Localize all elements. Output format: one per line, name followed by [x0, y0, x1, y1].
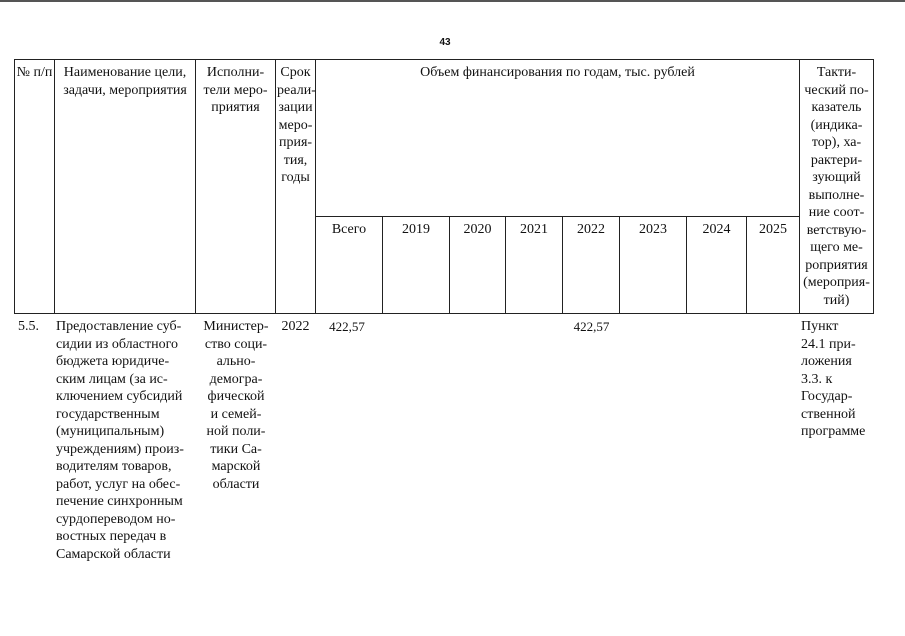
- header-year-2024: 2024: [687, 217, 747, 314]
- name-line: бюджета юридиче-: [56, 354, 170, 369]
- executor-line: марской: [211, 459, 261, 474]
- name-line: печение синхронным: [56, 494, 183, 509]
- row-value-2022: 422,57: [573, 319, 610, 334]
- name-line: работ, услуг на обес-: [56, 476, 181, 492]
- header-year-2020: 2020: [450, 217, 506, 314]
- indicator-line: 3.3. к: [801, 371, 833, 387]
- executor-line: тики Са-: [210, 441, 262, 457]
- name-line: сидии из областного: [56, 336, 179, 352]
- name-line: востных передач в: [56, 529, 167, 544]
- name-line: ключением субсидий: [56, 389, 183, 404]
- name-line: сурдопереводом но-: [56, 511, 176, 527]
- header-year-2022: 2022: [563, 217, 620, 314]
- header-year-total: Всего: [316, 217, 383, 314]
- header-year-2023: 2023: [620, 217, 687, 314]
- header-num: № п/п: [15, 60, 55, 314]
- top-border-line: [0, 0, 905, 2]
- indicator-line: Государ-: [801, 389, 853, 404]
- row-total: 422,57: [329, 319, 365, 334]
- name-line: учреждениям) произ-: [56, 441, 184, 457]
- header-term: Срок реали-зации меро-прия-тия, годы: [276, 60, 316, 314]
- name-line: Самарской области: [56, 546, 171, 562]
- executor-line: Министер-: [203, 319, 269, 334]
- row-name: [56, 318, 193, 563]
- header-name: Наименование цели, задачи, мероприятия: [55, 60, 196, 314]
- indicator-line: ложения: [801, 354, 852, 369]
- name-line: Предоставление суб-: [56, 319, 182, 334]
- header-executor: Исполни-тели меро-приятия: [196, 60, 276, 314]
- name-line: (муниципальным): [56, 424, 165, 439]
- header-year-2021: 2021: [506, 217, 563, 314]
- row-executor: [198, 318, 274, 493]
- header-year-2025: 2025: [747, 217, 800, 314]
- name-line: государственным: [56, 406, 160, 422]
- executor-line: ство соци-: [204, 336, 268, 352]
- financing-table: [14, 59, 874, 314]
- indicator-line: Пункт: [801, 319, 839, 334]
- name-line: водителям товаров,: [56, 459, 172, 474]
- executor-line: области: [212, 476, 260, 492]
- indicator-line: 24.1 при-: [801, 336, 856, 352]
- header-year-2019: 2019: [383, 217, 450, 314]
- indicator-line: программе: [801, 424, 866, 439]
- name-line: ским лицам (за ис-: [56, 371, 168, 387]
- page-number: 43: [439, 37, 451, 48]
- header-financing: Объем финансирования по годам, тыс. рублей: [316, 60, 800, 217]
- row-number: 5.5.: [18, 319, 39, 334]
- executor-line: ной поли-: [206, 424, 266, 439]
- executor-line: и семей-: [210, 406, 262, 422]
- header-indicator: Такти-ческий по-казатель (индика-тор), ха-рактери-зующий выполне-ние соот-ветствую-щего ме-роприятия (мероприя-тий): [800, 60, 874, 314]
- indicator-line: ственной: [801, 406, 856, 422]
- executor-line: ально-: [216, 354, 256, 369]
- executor-line: фической: [207, 389, 265, 404]
- row-indicator: [801, 318, 875, 441]
- executor-line: демогра-: [209, 371, 263, 387]
- row-term: 2022: [281, 319, 310, 334]
